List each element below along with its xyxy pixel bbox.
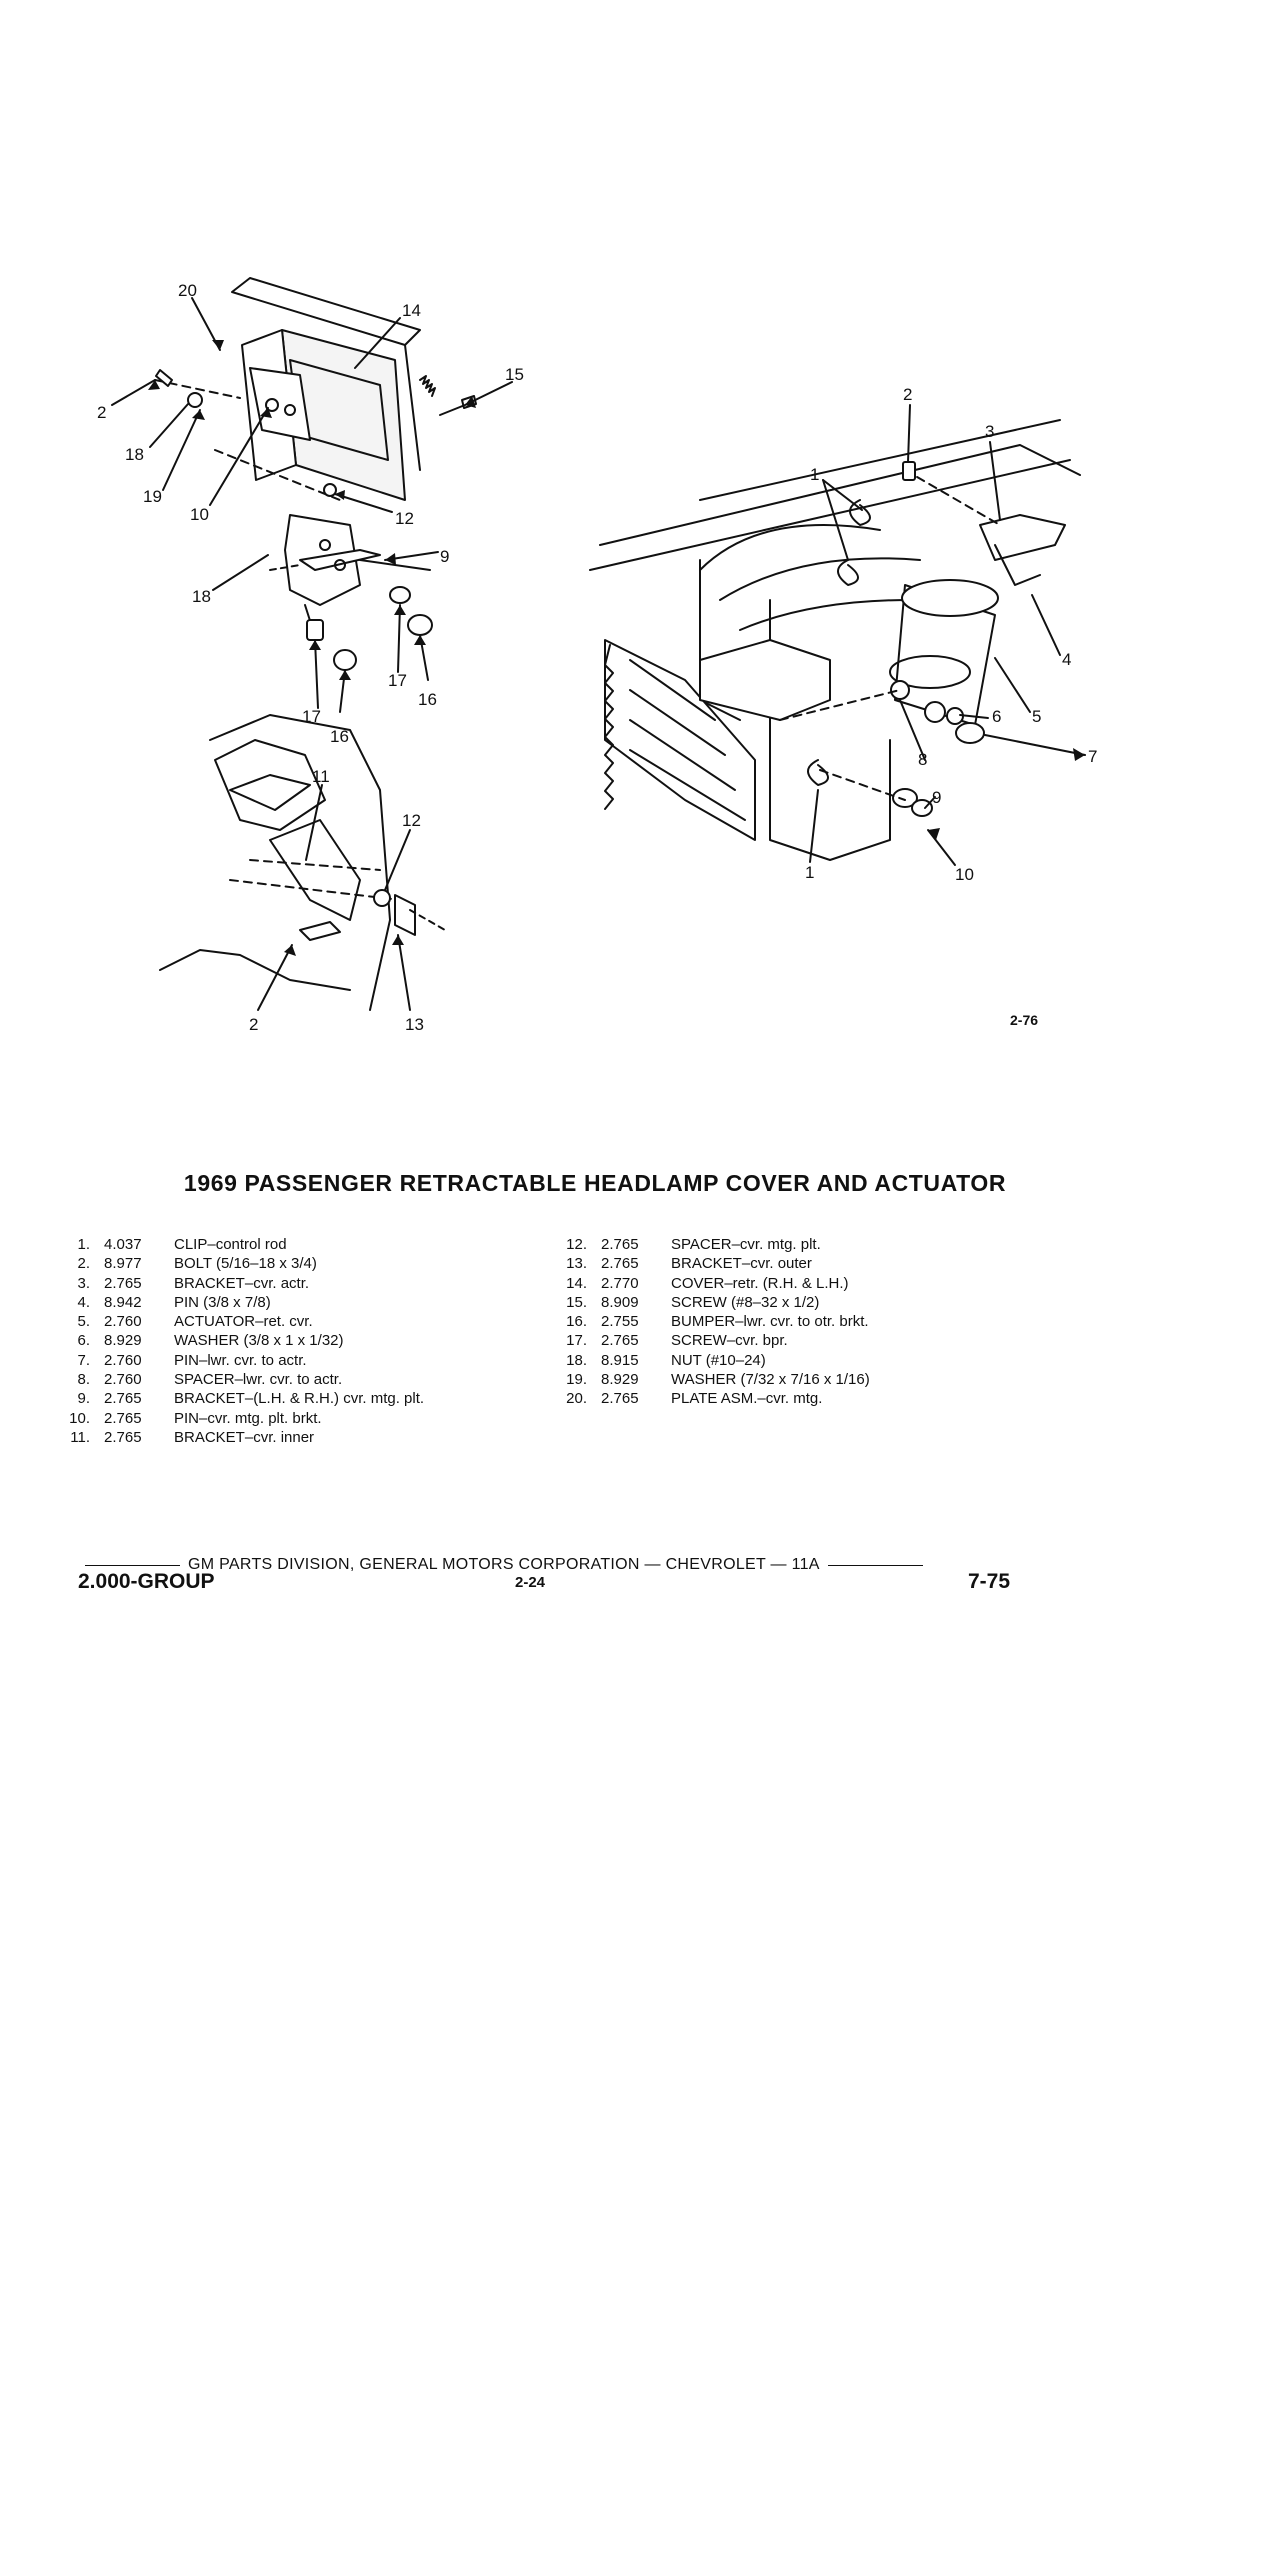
part-group-code: 8.929 — [601, 1371, 639, 1389]
part-group-code: 2.765 — [601, 1332, 639, 1350]
actuator-assembly-drawing — [590, 420, 1080, 860]
part-description: PIN–cvr. mtg. plt. brkt. — [174, 1409, 322, 1427]
exploded-parts-illustration — [0, 0, 1271, 1100]
part-group-code: 8.929 — [104, 1332, 142, 1350]
part-group-code: 8.915 — [601, 1351, 639, 1369]
part-description: PIN (3/8 x 7/8) — [174, 1293, 271, 1311]
callout: 9 — [932, 788, 942, 807]
part-description: COVER–retr. (R.H. & L.H.) — [671, 1274, 849, 1292]
part-row — [48, 1370, 424, 1389]
part-group-code: 2.765 — [104, 1390, 142, 1408]
part-row — [545, 1254, 870, 1273]
part-row — [48, 1389, 424, 1408]
part-description: PIN–lwr. cvr. to actr. — [174, 1351, 307, 1369]
part-number: 16. — [566, 1313, 587, 1331]
part-description: CLIP–control rod — [174, 1236, 287, 1253]
callout: 9 — [440, 547, 450, 566]
part-row — [48, 1254, 424, 1273]
part-group-code: 2.765 — [104, 1409, 142, 1427]
part-number: 10. — [69, 1409, 90, 1427]
cover-mount-bracket-drawing — [270, 515, 432, 670]
part-description: NUT (#10–24) — [671, 1351, 766, 1369]
callout: 17 — [388, 671, 407, 690]
page-number: 2-24 — [514, 1574, 546, 1591]
callout: 18 — [125, 445, 144, 464]
callout: 2 — [249, 1015, 259, 1034]
part-description: BUMPER–lwr. cvr. to otr. brkt. — [671, 1313, 869, 1331]
part-description: BRACKET–cvr. actr. — [174, 1274, 310, 1292]
part-number: 11. — [70, 1428, 90, 1446]
callout: 12 — [402, 811, 421, 830]
figure-number: 2-76 — [1010, 1012, 1039, 1028]
part-row — [545, 1331, 870, 1350]
callout: 10 — [190, 505, 209, 524]
part-row — [545, 1235, 870, 1254]
callout: 6 — [992, 707, 1002, 726]
callout: 8 — [918, 750, 928, 769]
part-row — [48, 1235, 424, 1254]
callout: 16 — [418, 690, 437, 709]
callout: 7 — [1088, 747, 1098, 766]
part-description: WASHER (7/32 x 7/16 x 1/16) — [671, 1371, 870, 1389]
callout: 3 — [985, 422, 995, 441]
part-row — [48, 1312, 424, 1331]
date-code: 7-75 — [967, 1570, 1010, 1593]
part-row — [545, 1370, 870, 1389]
part-number: 7. — [77, 1351, 90, 1369]
parts-list-right — [545, 1235, 870, 1409]
part-group-code: 8.942 — [104, 1293, 142, 1311]
part-number: 14. — [566, 1274, 587, 1292]
part-number: 1. — [77, 1236, 90, 1253]
part-number: 5. — [77, 1313, 90, 1331]
callout: 17 — [302, 707, 321, 726]
part-number: 8. — [77, 1371, 90, 1389]
publisher-text: GM PARTS DIVISION, GENERAL MOTORS CORPORATION — CHEVROLET — 11A — [188, 1556, 820, 1573]
callout: 16 — [330, 727, 349, 746]
part-description: ACTUATOR–ret. cvr. — [174, 1313, 313, 1331]
part-group-code: 2.765 — [601, 1255, 639, 1273]
part-row — [48, 1331, 424, 1350]
part-group-code: 2.765 — [104, 1428, 142, 1446]
part-group-code: 2.770 — [601, 1274, 639, 1292]
callout: 18 — [192, 587, 211, 606]
callout: 5 — [1032, 707, 1042, 726]
part-row — [545, 1389, 870, 1408]
part-row — [545, 1274, 870, 1293]
cover-plate-drawing — [155, 278, 476, 500]
callout: 2 — [903, 385, 913, 404]
part-description: SPACER–lwr. cvr. to actr. — [174, 1371, 343, 1389]
part-group-code: 2.765 — [601, 1390, 639, 1408]
footer-publisher-line — [85, 1556, 1013, 1574]
callout: 2 — [97, 403, 107, 422]
part-description: SPACER–cvr. mtg. plt. — [671, 1236, 821, 1253]
part-group-code: 2.765 — [104, 1274, 142, 1292]
parts-list-left — [48, 1235, 424, 1447]
part-row — [545, 1293, 870, 1312]
part-group-code: 2.760 — [104, 1313, 142, 1331]
part-number: 4. — [77, 1293, 90, 1311]
callout: 1 — [810, 465, 820, 484]
part-number: 9. — [77, 1390, 90, 1408]
callout: 12 — [395, 509, 414, 528]
part-row — [48, 1409, 424, 1428]
group-label: 2.000-GROUP — [78, 1570, 215, 1593]
part-group-code: 4.037 — [104, 1236, 142, 1253]
part-description: BRACKET–cvr. outer — [671, 1255, 812, 1273]
callout: 10 — [955, 865, 974, 884]
page-title: 1969 PASSENGER RETRACTABLE HEADLAMP COVER AND ACTUATOR — [183, 1170, 1007, 1196]
part-row — [48, 1351, 424, 1370]
callout: 19 — [143, 487, 162, 506]
part-number: 13. — [566, 1255, 587, 1273]
part-row — [545, 1312, 870, 1331]
part-description: PLATE ASM.–cvr. mtg. — [671, 1390, 823, 1408]
callout: 20 — [178, 281, 197, 300]
callout: 1 — [805, 863, 815, 882]
part-group-code: 8.977 — [104, 1255, 142, 1273]
part-group-code: 2.760 — [104, 1371, 142, 1389]
part-group-code: 2.760 — [104, 1351, 142, 1369]
part-description: WASHER (3/8 x 1 x 1/32) — [174, 1332, 344, 1350]
part-number: 18. — [566, 1351, 587, 1369]
part-row — [48, 1293, 424, 1312]
part-number: 20. — [566, 1390, 587, 1408]
callout: 15 — [505, 365, 524, 384]
part-description: BOLT (5/16–18 x 3/4) — [174, 1255, 317, 1273]
part-number: 12. — [566, 1236, 587, 1253]
callout: 11 — [312, 767, 330, 786]
callout: 13 — [405, 1015, 424, 1034]
part-number: 15. — [566, 1293, 587, 1311]
part-group-code: 2.765 — [601, 1236, 639, 1253]
part-row — [48, 1428, 424, 1447]
part-description: SCREW (#8–32 x 1/2) — [671, 1293, 820, 1311]
part-number: 2. — [77, 1255, 90, 1273]
part-description: SCREW–cvr. bpr. — [671, 1332, 788, 1350]
part-description: BRACKET–(L.H. & R.H.) cvr. mtg. plt. — [174, 1390, 425, 1408]
part-row — [545, 1351, 870, 1370]
part-row — [48, 1274, 424, 1293]
part-description: BRACKET–cvr. inner — [174, 1428, 315, 1446]
callout: 14 — [402, 301, 421, 320]
part-group-code: 8.909 — [601, 1293, 639, 1311]
callout: 4 — [1062, 650, 1072, 669]
part-group-code: 2.755 — [601, 1313, 639, 1331]
part-number: 6. — [77, 1332, 90, 1350]
part-number: 19. — [566, 1371, 587, 1389]
part-number: 3. — [77, 1274, 90, 1292]
part-number: 17. — [566, 1332, 587, 1350]
